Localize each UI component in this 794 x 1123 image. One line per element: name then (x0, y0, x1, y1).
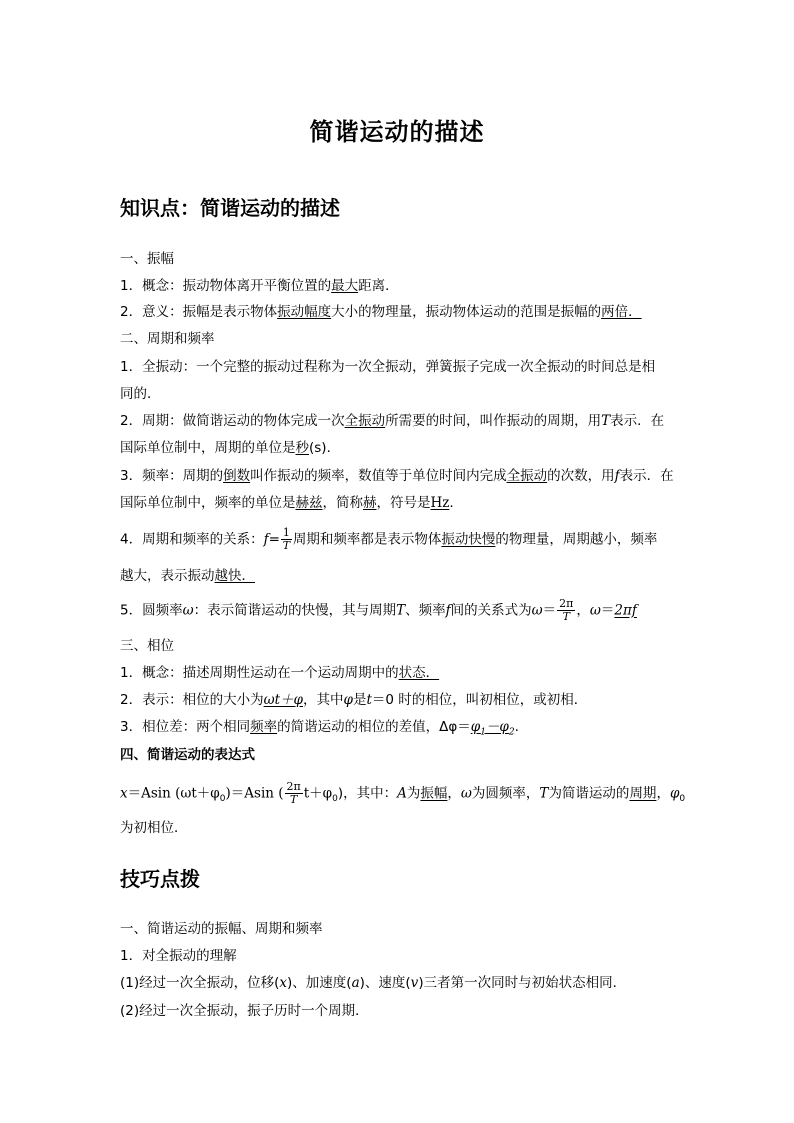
period-heading: 二、周期和频率 (120, 331, 215, 347)
phase-line-1: 1．概念：描述周期性运动在一个运动周期中的状态． (120, 665, 440, 681)
fraction-2pi-over-T: $\frac{2\pi}{T}$ (559, 597, 574, 623)
tips-heading: 一、简谐运动的振幅、周期和频率 (120, 921, 323, 937)
section-heading-tips: 技巧点拨 (120, 867, 200, 891)
tips-line-2: (1)经过一次全振动，位移(x)、加速度(a)、速度(v)三者第一次同时与初始状态相同． (120, 975, 627, 991)
section-heading-knowledge: 知识点：简谐运动的描述 (120, 196, 340, 220)
period-line-4b: 越大，表示振动越快． (120, 568, 255, 584)
amp-heading: 一、振幅 (120, 251, 174, 267)
fraction-2pi-over-T-expr: $\frac{2\pi}{T}$ (286, 780, 301, 806)
expr-line-1: x＝Asin $(\omega t+\varphi_0)=Asin$ ( $\frac{2\pi}{T}$ $t+\varphi_0$)，其中：A为振幅，ω为圆频率，T为简谐运动的周期，$\varphi_0$ (120, 780, 686, 806)
tips-line-1: 1．对全振动的理解 (120, 948, 237, 964)
phase-line-2: 2．表示：相位的大小为ωt＋φ，其中φ是t＝0 时的相位，叫初相位，或初相． (120, 692, 588, 708)
tips-line-3: (2)经过一次全振动，振子历时一个周期． (120, 1003, 369, 1019)
period-line-2b: 国际单位制中，周期的单位是秒(s)． (120, 440, 341, 456)
period-line-4: 4．周期和频率的关系：f= $\frac{1}{T}$ 周期和频率都是表示物体振动快慢的物理量，周期越小，频率 (120, 526, 658, 552)
expr-heading: 四、简谐运动的表达式 (120, 747, 255, 763)
period-line-3: 3．频率：周期的倒数叫作振动的频率，数值等于单位时间内完成全振动的次数，用f表示．在 (120, 468, 674, 484)
period-line-3b: 国际单位制中，频率的单位是赫兹，简称赫，符号是Hz. (120, 495, 454, 511)
phase-line-3: 3．相位差：两个相同频率的简谐运动的相位的差值，$\Delta\varphi=\varphi_1-\varphi_2$. (120, 719, 519, 738)
amp-line-2: 2．意义：振幅是表示物体振动幅度大小的物理量，振动物体运动的范围是振幅的两倍． (120, 304, 642, 320)
period-line-1a: 1．全振动：一个完整的振动过程称为一次全振动，弹簧振子完成一次全振动的时间总是相 (120, 359, 656, 375)
period-line-5: 5．圆频率ω：表示简谐运动的快慢，其与周期T、频率f间的关系式为ω＝ $\frac{2\pi}{T}$ ，ω＝2πf (120, 597, 637, 623)
phase-heading: 三、相位 (120, 638, 174, 654)
page-title: 简谐运动的描述 (309, 118, 485, 146)
amp-line-1: 1．概念：振动物体离开平衡位置的最大距离． (120, 278, 399, 294)
expr-line-2: 为初相位． (120, 820, 188, 836)
period-line-1b: 同的． (120, 386, 161, 402)
fraction-1-over-T: $\frac{1}{T}$ (282, 526, 291, 552)
period-line-2: 2．周期：做简谐运动的物体完成一次全振动所需要的时间，叫作振动的周期，用T表示．在 (120, 413, 665, 429)
